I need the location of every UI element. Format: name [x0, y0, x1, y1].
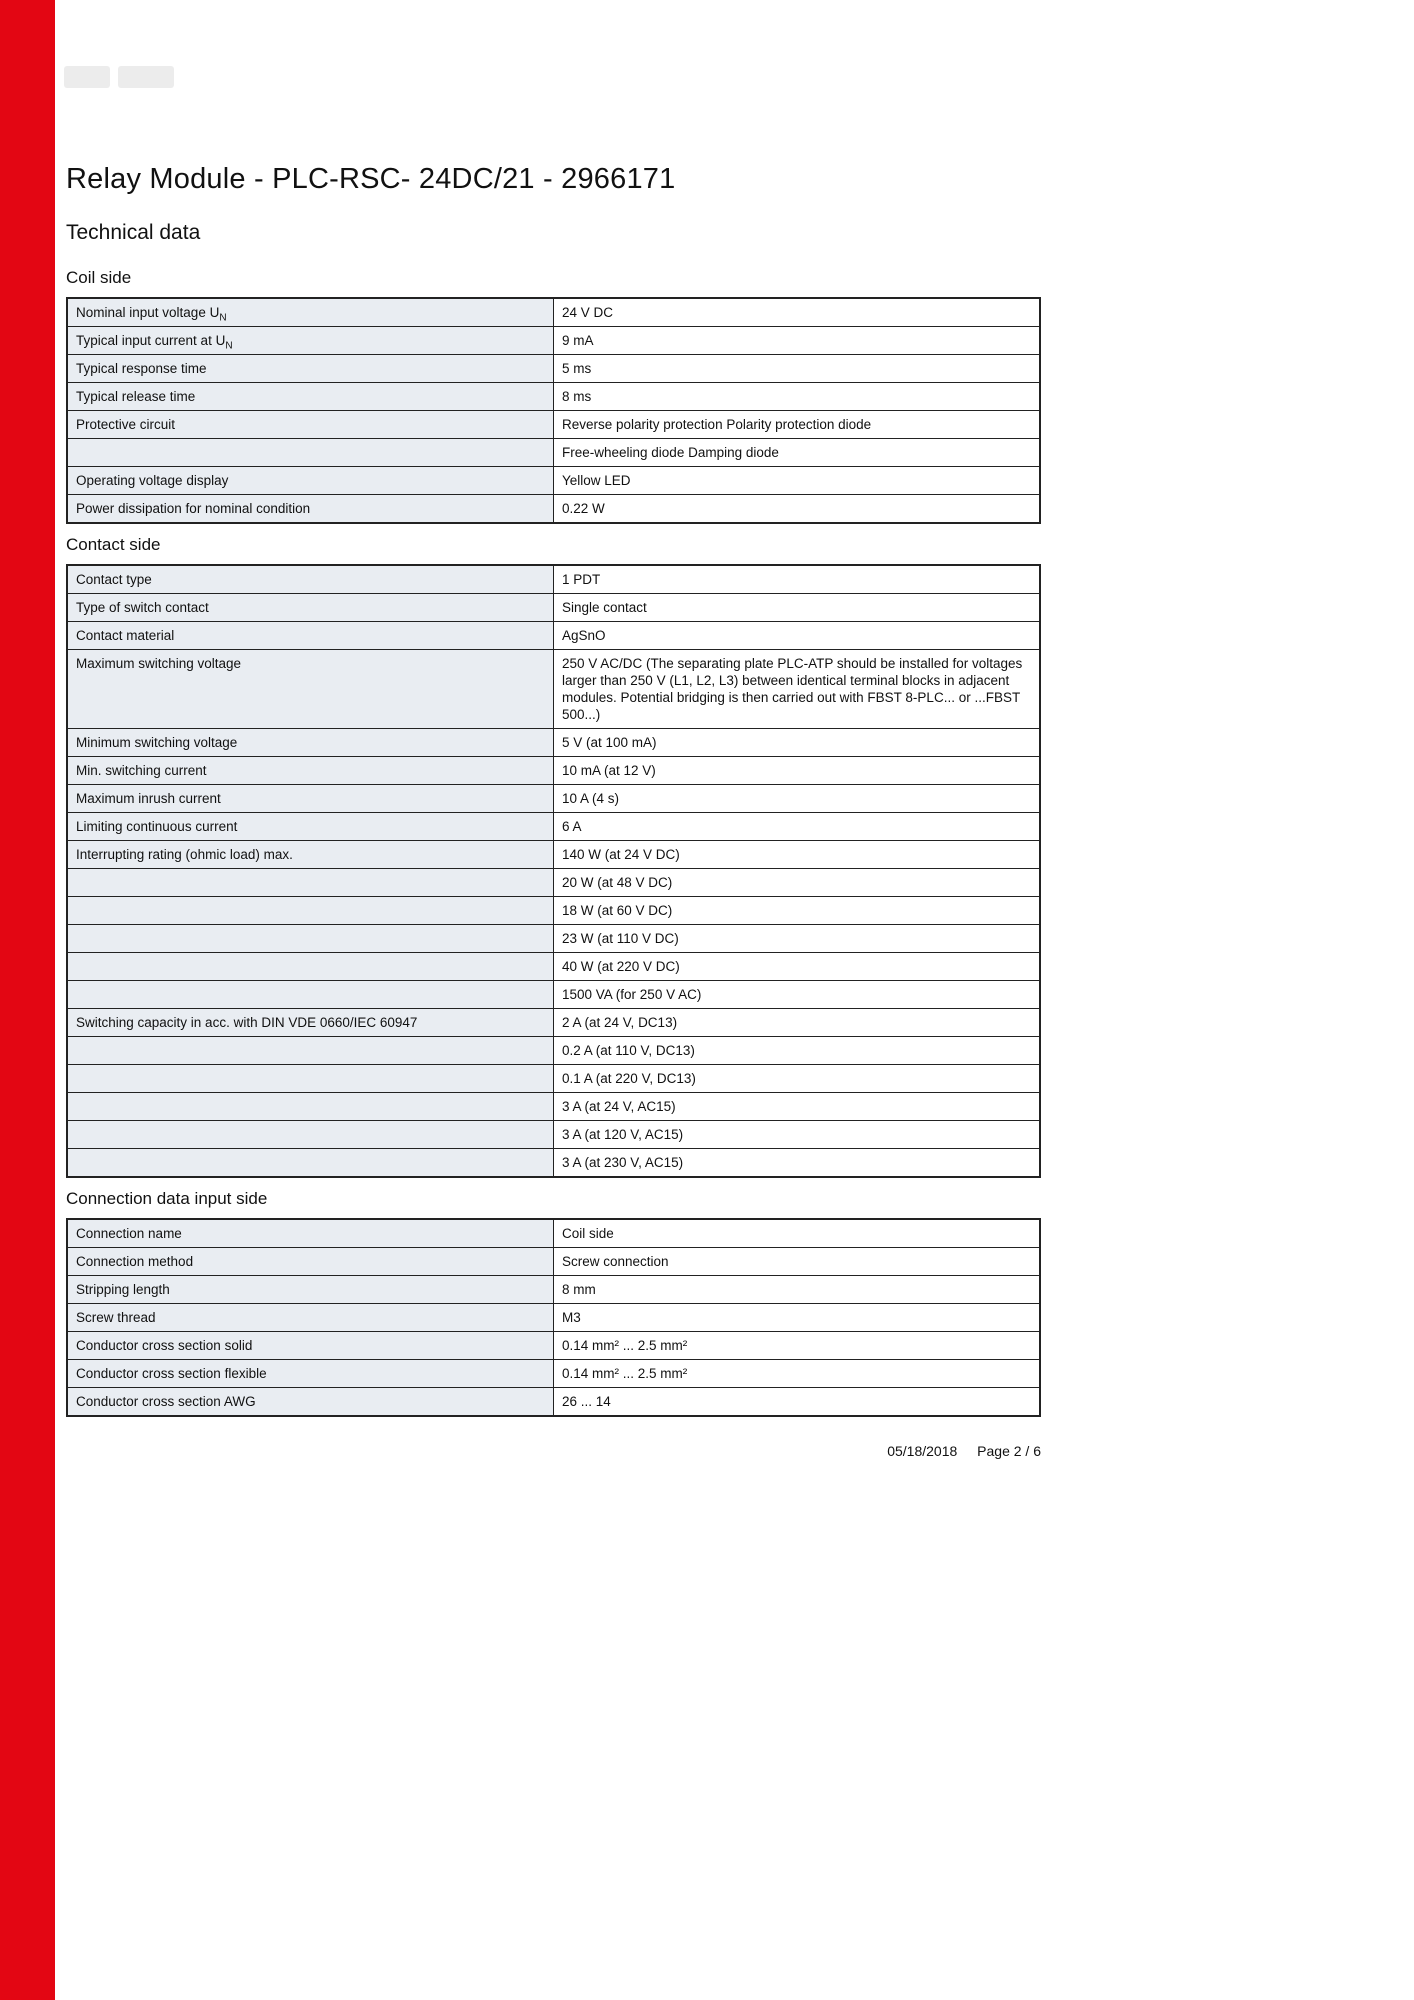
spec-value-cell: 9 mA — [554, 327, 1041, 355]
spec-value-cell: 0.14 mm² ... 2.5 mm² — [554, 1332, 1041, 1360]
table-row — [67, 1332, 1040, 1360]
table-row — [67, 813, 1040, 841]
spec-label-cell: Power dissipation for nominal condition — [67, 495, 554, 524]
spec-value-cell: 18 W (at 60 V DC) — [554, 897, 1041, 925]
connection-data-heading: Connection data input side — [66, 1189, 268, 1208]
contact-side-table — [66, 564, 1041, 1178]
spec-label-cell: Typical response time — [67, 355, 554, 383]
spec-value-cell: 1500 VA (for 250 V AC) — [554, 981, 1041, 1009]
spec-label-cell: Conductor cross section flexible — [67, 1360, 554, 1388]
spec-value-cell: 0.14 mm² ... 2.5 mm² — [554, 1360, 1041, 1388]
spec-label-cell: Min. switching current — [67, 757, 554, 785]
coil-side-heading: Coil side — [66, 268, 132, 287]
spec-value-cell: 23 W (at 110 V DC) — [554, 925, 1041, 953]
subscript: N — [225, 340, 233, 352]
spec-value-cell: 3 A (at 230 V, AC15) — [554, 1149, 1041, 1178]
table-row — [67, 355, 1040, 383]
spec-value-cell: 20 W (at 48 V DC) — [554, 869, 1041, 897]
spec-value-cell: 250 V AC/DC (The separating plate PLC-ATP should be installed for voltages larger than 250 V (L1, L2, L3) between identical terminal blocks in adjacent modules. Potential bridging is then carried out with FBST 8-PLC... or ...FBST 500...) — [554, 650, 1041, 729]
table-row — [67, 594, 1040, 622]
table-row — [67, 1360, 1040, 1388]
coil-side-table — [66, 297, 1041, 524]
table-row — [67, 1219, 1040, 1248]
spec-label-cell: Contact type — [67, 565, 554, 594]
table-row — [67, 785, 1040, 813]
table-row — [67, 897, 1040, 925]
spec-value-cell: Reverse polarity protection Polarity protection diode — [554, 411, 1041, 439]
spec-value-cell: 2 A (at 24 V, DC13) — [554, 1009, 1041, 1037]
spec-label-cell: Minimum switching voltage — [67, 729, 554, 757]
spec-value-cell: 6 A — [554, 813, 1041, 841]
table-row — [67, 729, 1040, 757]
table-row — [67, 869, 1040, 897]
table-row — [67, 841, 1040, 869]
table-row — [67, 650, 1040, 729]
spec-label-cell: Conductor cross section solid — [67, 1332, 554, 1360]
table-row — [67, 439, 1040, 467]
spec-label-cell — [67, 869, 554, 897]
connection-data-table — [66, 1218, 1041, 1417]
spec-label-cell: Connection name — [67, 1219, 554, 1248]
spec-label-cell: Limiting continuous current — [67, 813, 554, 841]
spec-value-cell: 10 mA (at 12 V) — [554, 757, 1041, 785]
spec-value-cell: 24 V DC — [554, 298, 1041, 327]
table-row — [67, 495, 1040, 524]
spec-label-cell: Conductor cross section AWG — [67, 1388, 554, 1417]
spec-value-cell: 140 W (at 24 V DC) — [554, 841, 1041, 869]
spec-label-cell — [67, 897, 554, 925]
spec-label-cell — [67, 1093, 554, 1121]
table-row — [67, 925, 1040, 953]
spec-value-cell: 0.2 A (at 110 V, DC13) — [554, 1037, 1041, 1065]
spec-label-cell: Connection method — [67, 1248, 554, 1276]
spec-value-cell: 0.1 A (at 220 V, DC13) — [554, 1065, 1041, 1093]
spec-label-cell — [67, 925, 554, 953]
spec-label-text: Nominal input voltage U — [76, 305, 220, 320]
spec-label-cell — [67, 1065, 554, 1093]
brand-red-sidebar — [0, 0, 55, 2000]
table-row — [67, 1009, 1040, 1037]
table-row — [67, 565, 1040, 594]
spec-value-cell: 5 ms — [554, 355, 1041, 383]
table-row — [67, 622, 1040, 650]
spec-label-cell: Contact material — [67, 622, 554, 650]
spec-value-cell: 3 A (at 120 V, AC15) — [554, 1121, 1041, 1149]
table-row — [67, 1276, 1040, 1304]
footer-date: 05/18/2018 — [887, 1443, 958, 1459]
footer-page-number: Page 2 / 6 — [977, 1443, 1041, 1459]
table-row — [67, 981, 1040, 1009]
spec-value-cell: 5 V (at 100 mA) — [554, 729, 1041, 757]
table-row — [67, 1149, 1040, 1178]
spec-label-cell — [67, 1121, 554, 1149]
spec-label-cell: Screw thread — [67, 1304, 554, 1332]
spec-value-cell: Coil side — [554, 1219, 1041, 1248]
table-row — [67, 1304, 1040, 1332]
spec-label-cell — [67, 327, 554, 355]
spec-label-cell — [67, 298, 554, 327]
page-footer — [66, 1443, 1041, 1459]
spec-label-cell: Protective circuit — [67, 411, 554, 439]
spec-value-cell: 10 A (4 s) — [554, 785, 1041, 813]
table-row — [67, 953, 1040, 981]
table-row — [67, 383, 1040, 411]
spec-value-cell: M3 — [554, 1304, 1041, 1332]
spec-value-cell: 0.22 W — [554, 495, 1041, 524]
table-row — [67, 1093, 1040, 1121]
spec-value-cell: Single contact — [554, 594, 1041, 622]
page-title: Relay Module - PLC-RSC- 24DC/21 - 2966171 — [66, 163, 676, 195]
spec-label-cell: Operating voltage display — [67, 467, 554, 495]
contact-side-heading: Contact side — [66, 535, 161, 554]
spec-label-text: Typical input current at U — [76, 333, 226, 348]
spec-value-cell: 26 ... 14 — [554, 1388, 1041, 1417]
table-row — [67, 1037, 1040, 1065]
spec-value-cell: AgSnO — [554, 622, 1041, 650]
spec-value-cell: 1 PDT — [554, 565, 1041, 594]
spec-label-cell: Type of switch contact — [67, 594, 554, 622]
spec-label-cell — [67, 953, 554, 981]
datasheet-page-content — [66, 0, 1041, 1459]
table-row — [67, 1065, 1040, 1093]
spec-value-cell: 40 W (at 220 V DC) — [554, 953, 1041, 981]
table-row — [67, 1388, 1040, 1417]
spec-label-cell: Maximum inrush current — [67, 785, 554, 813]
spec-value-cell: 8 mm — [554, 1276, 1041, 1304]
table-row — [67, 1121, 1040, 1149]
table-row — [67, 298, 1040, 327]
table-row — [67, 757, 1040, 785]
spec-label-cell: Interrupting rating (ohmic load) max. — [67, 841, 554, 869]
table-row — [67, 1248, 1040, 1276]
spec-label-cell — [67, 981, 554, 1009]
spec-value-cell: Screw connection — [554, 1248, 1041, 1276]
spec-value-cell: Free-wheeling diode Damping diode — [554, 439, 1041, 467]
table-row — [67, 411, 1040, 439]
spec-value-cell: 8 ms — [554, 383, 1041, 411]
spec-label-cell — [67, 439, 554, 467]
technical-data-heading: Technical data — [66, 221, 201, 244]
table-row — [67, 467, 1040, 495]
spec-value-cell: Yellow LED — [554, 467, 1041, 495]
subscript: N — [219, 312, 227, 324]
spec-label-cell: Stripping length — [67, 1276, 554, 1304]
spec-label-cell: Switching capacity in acc. with DIN VDE 0660/IEC 60947 — [67, 1009, 554, 1037]
table-row — [67, 327, 1040, 355]
spec-value-cell: 3 A (at 24 V, AC15) — [554, 1093, 1041, 1121]
spec-label-cell: Typical release time — [67, 383, 554, 411]
spec-label-cell — [67, 1149, 554, 1178]
spec-label-cell: Maximum switching voltage — [67, 650, 554, 729]
spec-label-cell — [67, 1037, 554, 1065]
